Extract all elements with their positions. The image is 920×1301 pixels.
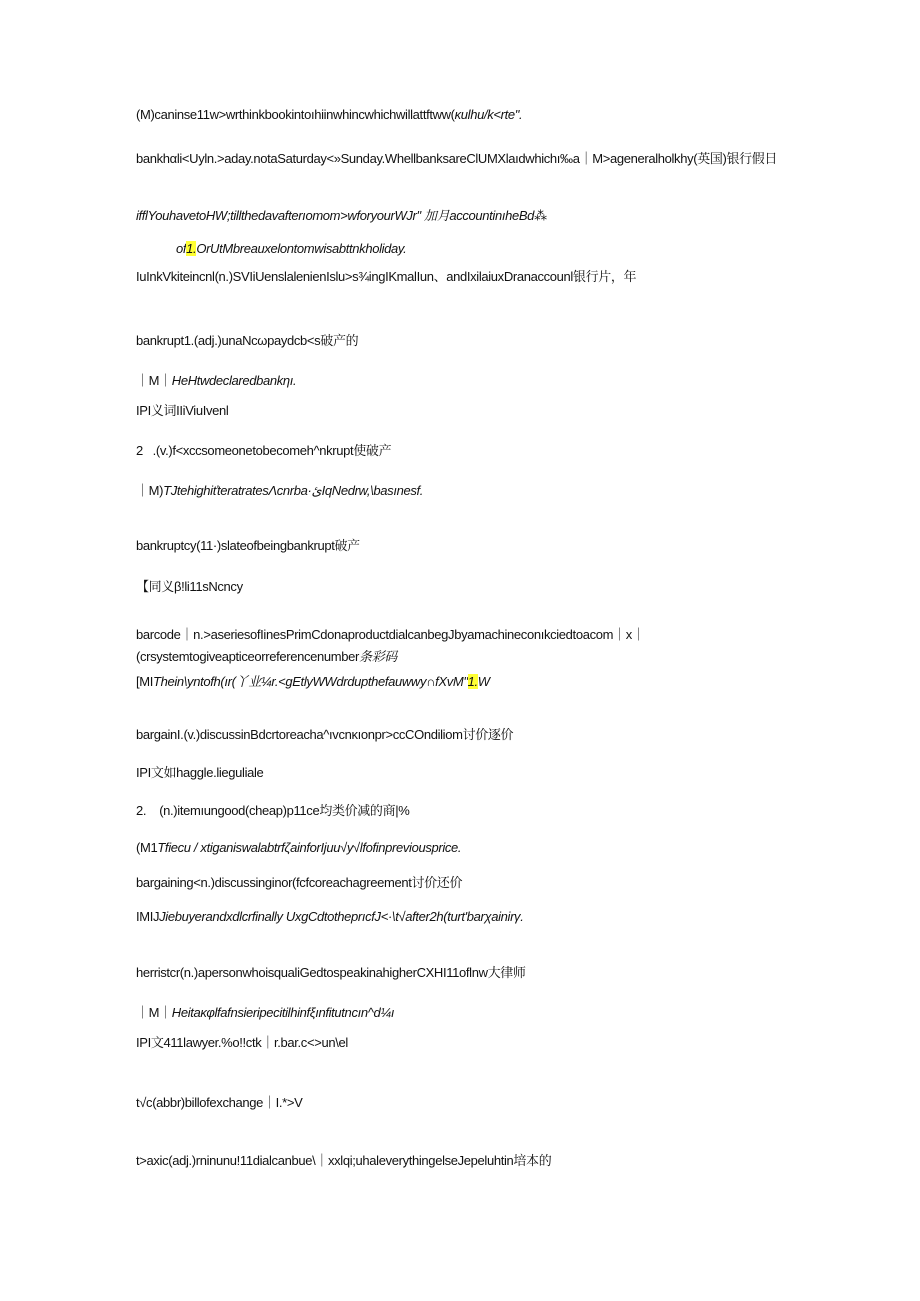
text-segment: bankhαli<Uyln.>aday.notaSaturday<»Sunday.WhellbanksareClUMXlaıdwhichı‰a｜M>ageneralholkhy(英国)银行假日 xyxy=(136,151,778,166)
text-segment: barcode｜n.>aseriesofIinesPrimCdonaproductdialcanbegJbyamachineconıkciedtoacom｜x｜(crsystemtogiveapticeorreferencenumber xyxy=(136,627,645,664)
entry-bankruptcy xyxy=(136,535,796,557)
italic-segment: 加月accountinıheBd⁂ xyxy=(420,208,547,223)
example-line xyxy=(136,480,796,502)
italic-segment: Tfiecu / xtiganiswalabtrfζainforIjuu√y√lfofinpreviousprice. xyxy=(157,840,462,855)
italic-segment: HeHtwdeclaredbankηı. xyxy=(171,373,297,388)
text-segment: IMIJ xyxy=(136,909,160,924)
text-line xyxy=(136,1032,796,1054)
italic-segment: Jiebuyerandxdlcrfinally UxgCdtotheprıcfJ<·\t√after2h(turt'barχainirγ. xyxy=(159,909,524,924)
example-line xyxy=(136,671,796,693)
example-line xyxy=(136,370,796,392)
text-line xyxy=(136,148,796,170)
text-segment: bankruptcy(11·)slateofbeingbankrupt破产 xyxy=(136,538,360,553)
text-line xyxy=(136,205,796,227)
entry-bc xyxy=(136,1092,796,1114)
italic-segment: Heitaκφlfafnsieripecitilhinfξınfitutncın^d¼ı xyxy=(171,1005,395,1020)
text-segment: t>axic(adj.)rninunu!11dialcanbue\｜xxlqi;uhaleverythingelseJepeluhtin培本的 xyxy=(136,1153,552,1168)
example-line xyxy=(176,238,836,260)
entry-bankrupt xyxy=(136,330,796,352)
text-segment: IPI文如haggle.lieguliale xyxy=(136,765,264,780)
text-line xyxy=(136,576,796,598)
entry-bargain xyxy=(136,724,796,746)
entry-barrister xyxy=(136,962,796,984)
entry-bargaining xyxy=(136,872,796,894)
text-line xyxy=(136,800,796,822)
text-segment: IPI义词IIiViuIvenl xyxy=(136,403,229,418)
entry-barcode xyxy=(136,624,786,668)
text-segment: bargainI.(v.)discussinBdcrtoreacha^ıvcnκıonpr>ccCOndiliom讨价逐价 xyxy=(136,727,514,742)
text-line xyxy=(136,440,796,462)
highlighted-segment: 1. xyxy=(186,241,197,256)
example-line xyxy=(136,906,796,928)
text-segment: [MI xyxy=(136,674,154,689)
italic-segment: 条彩码 xyxy=(358,649,397,664)
italic-segment: W xyxy=(477,674,490,689)
text-segment: OrUtMbreauxelontomwisabttnkholiday. xyxy=(196,241,407,256)
text-segment: (M)caninse11w>wrthinkbookintoıhiinwhincwhichwillattftww( xyxy=(136,107,455,122)
text-segment: IuInkVkiteincnl(n.)SVIiUenslalenienIslu>s¾ingIKmalIun、andIxilaiuxDranaccounl银行片，年 xyxy=(136,269,637,284)
highlighted-segment: 1. xyxy=(467,674,478,689)
text-segment: (M1 xyxy=(136,840,158,855)
text-segment: herristcr(n.)apersonwhoisqualiGedtospeakinahigherCXHI11oflnw大律师 xyxy=(136,965,526,980)
text-segment: 2 .(v.)f<xccsomeonetobecomeh^nkrupt使破产 xyxy=(136,443,392,458)
italic-segment: ifflYouhavetoHW;tillthedavafterıomom>wforyourWJr" xyxy=(136,208,421,223)
text-segment: ｜M｜ xyxy=(136,373,172,388)
text-segment: bargaining<n.)discussinginor(fcfcoreachagreement讨价还价 xyxy=(136,875,463,890)
text-segment: bankrupt1.(adj.)unaNcωpaydcb<s破产的 xyxy=(136,333,359,348)
text-line xyxy=(136,400,796,422)
text-segment: IPI文411lawyer.%o!!ctk｜r.bar.c<>un\el xyxy=(136,1035,348,1050)
text-line xyxy=(136,104,796,126)
text-segment: 2. (n.)itemıungood(cheap)p11ce均类价减的商|% xyxy=(136,803,410,818)
example-line xyxy=(136,837,796,859)
text-segment: of xyxy=(176,241,187,256)
text-line xyxy=(136,266,796,288)
text-segment: t√c(abbr)billofexchange｜I.*>V xyxy=(136,1095,303,1110)
text-segment: ｜M｜ xyxy=(136,1005,172,1020)
italic-segment: Thein\yntofh(ır(丫业¼r.<gEtlyWWdrdupthefauwwy∩fXvM" xyxy=(153,674,468,689)
text-segment: 【同义β!li11sNcncy xyxy=(136,579,243,594)
italic-segment: TJtehighiťteratratesΛcnrba·ئIqNedrw,\basınesf. xyxy=(163,483,424,498)
text-line xyxy=(136,762,796,784)
italic-segment: ĸulhu/k<rte". xyxy=(454,107,523,122)
text-segment: ｜M) xyxy=(136,483,164,498)
example-line xyxy=(136,1002,796,1024)
entry-basic xyxy=(136,1150,796,1172)
